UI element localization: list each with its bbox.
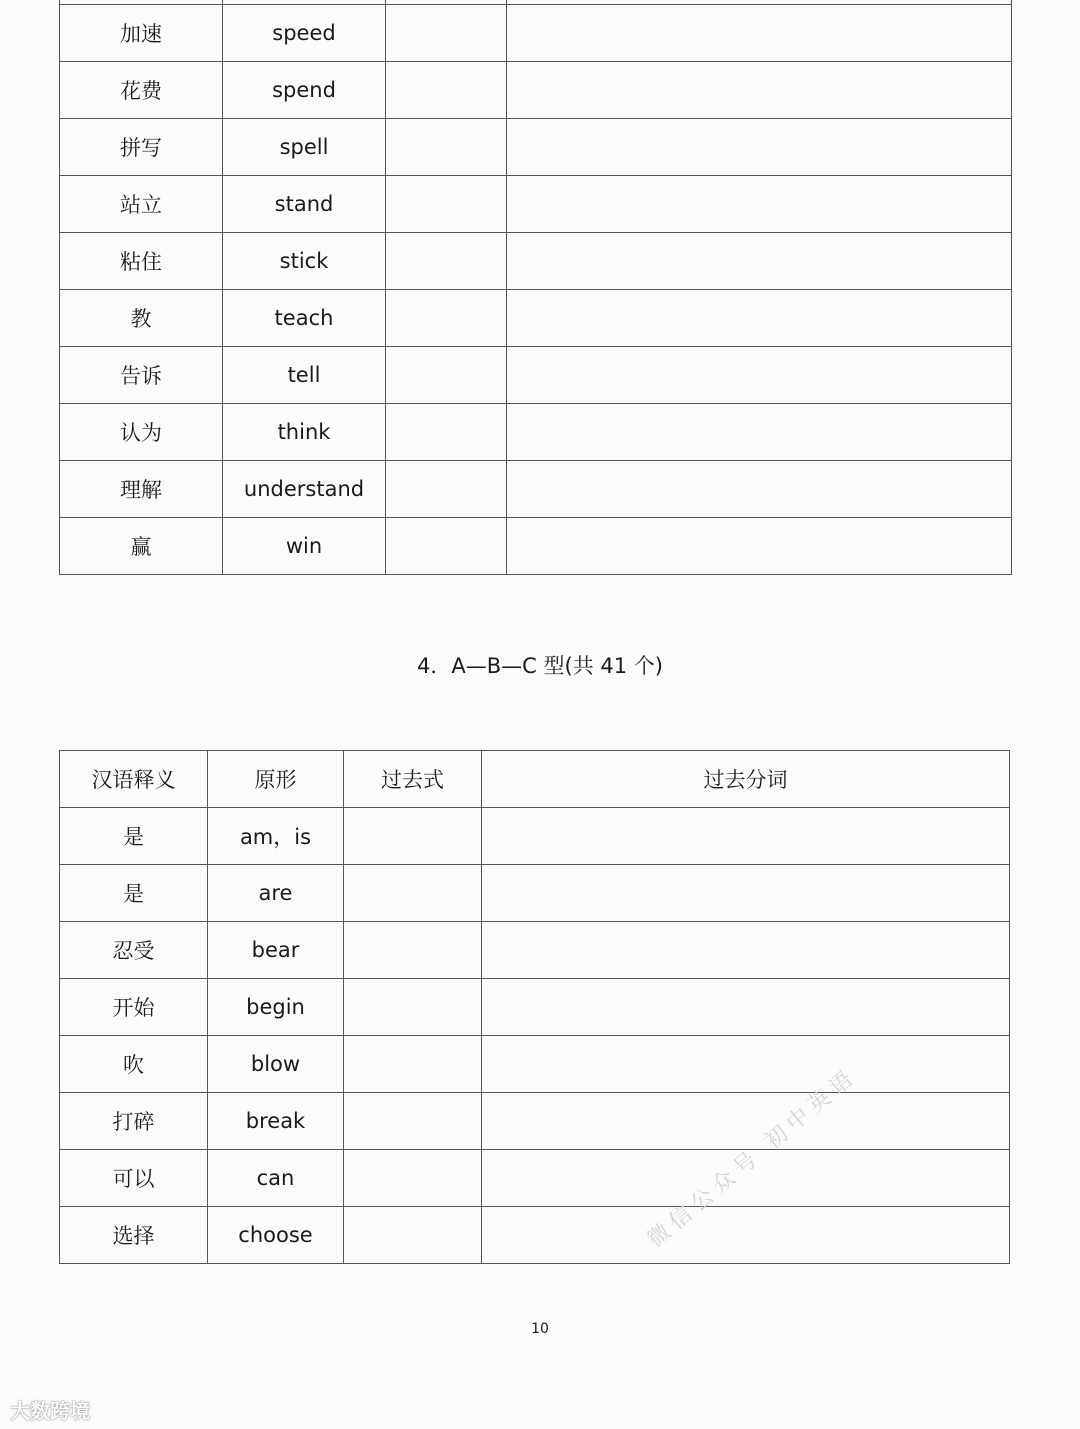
table-row — [60, 1207, 1010, 1264]
base-form-cell: speed — [223, 5, 386, 62]
watermark: 微信公众号 初中英语 — [643, 1063, 863, 1253]
past-participle-cell — [482, 922, 1010, 979]
past-tense-cell — [386, 5, 507, 62]
base-form-cell: choose — [208, 1207, 344, 1264]
base-form-cell: understand — [223, 461, 386, 518]
header-base-form: 原形 — [208, 751, 344, 808]
header-meaning: 汉语释义 — [60, 751, 208, 808]
past-tense-cell — [344, 865, 482, 922]
past-participle-cell — [482, 979, 1010, 1036]
meaning-cell: 是 — [60, 808, 208, 865]
logo: 大数跨境 — [10, 1399, 90, 1423]
past-tense-cell — [386, 290, 507, 347]
table-row — [60, 5, 1012, 62]
meaning-cell: 认为 — [60, 404, 223, 461]
past-participle-cell — [507, 461, 1012, 518]
verb-table-continued — [59, 0, 1012, 575]
table-row — [60, 1093, 1010, 1150]
meaning-cell: 赢 — [60, 518, 223, 575]
past-participle-cell — [507, 290, 1012, 347]
past-tense-cell — [344, 979, 482, 1036]
abc-verb-table — [59, 750, 1010, 1264]
meaning-cell: 忍受 — [60, 922, 208, 979]
table-row — [60, 62, 1012, 119]
table-row — [60, 233, 1012, 290]
table-row — [60, 1150, 1010, 1207]
table-row — [60, 518, 1012, 575]
base-form-cell: begin — [208, 979, 344, 1036]
meaning-cell: 理解 — [60, 461, 223, 518]
meaning-cell: 开始 — [60, 979, 208, 1036]
past-participle-cell — [482, 1207, 1010, 1264]
past-participle-cell — [507, 404, 1012, 461]
past-participle-cell — [507, 176, 1012, 233]
past-participle-cell — [482, 865, 1010, 922]
past-tense-cell — [386, 176, 507, 233]
past-participle-cell — [507, 518, 1012, 575]
meaning-cell: 可以 — [60, 1150, 208, 1207]
past-tense-cell — [344, 1036, 482, 1093]
past-tense-cell — [386, 119, 507, 176]
base-form-cell: stand — [223, 176, 386, 233]
base-form-cell: are — [208, 865, 344, 922]
meaning-cell: 选择 — [60, 1207, 208, 1264]
meaning-cell: 粘住 — [60, 233, 223, 290]
past-tense-cell — [344, 922, 482, 979]
meaning-cell: 站立 — [60, 176, 223, 233]
past-tense-cell — [386, 404, 507, 461]
table-row — [60, 347, 1012, 404]
base-form-cell: break — [208, 1093, 344, 1150]
table-header-row — [60, 751, 1010, 808]
past-tense-cell — [386, 518, 507, 575]
page-number: 10 — [531, 1321, 549, 1337]
base-form-cell: teach — [223, 290, 386, 347]
base-form-cell: can — [208, 1150, 344, 1207]
base-form-cell: blow — [208, 1036, 344, 1093]
past-tense-cell — [386, 233, 507, 290]
past-participle-cell — [482, 808, 1010, 865]
past-participle-cell — [507, 62, 1012, 119]
section-title: 4．A—B—C 型(共 41 个) — [417, 654, 663, 678]
table-row — [60, 290, 1012, 347]
table-row — [60, 922, 1010, 979]
base-form-cell: win — [223, 518, 386, 575]
meaning-cell: 花费 — [60, 62, 223, 119]
table-row — [60, 461, 1012, 518]
base-form-cell: tell — [223, 347, 386, 404]
meaning-cell: 吹 — [60, 1036, 208, 1093]
past-tense-cell — [386, 461, 507, 518]
table-row — [60, 808, 1010, 865]
base-form-cell: spell — [223, 119, 386, 176]
base-form-cell: stick — [223, 233, 386, 290]
past-participle-cell — [507, 347, 1012, 404]
past-participle-cell — [507, 233, 1012, 290]
table-row — [60, 1036, 1010, 1093]
past-tense-cell — [344, 1093, 482, 1150]
meaning-cell: 教 — [60, 290, 223, 347]
past-tense-cell — [344, 1207, 482, 1264]
base-form-cell: spend — [223, 62, 386, 119]
meaning-cell: 告诉 — [60, 347, 223, 404]
base-form-cell: think — [223, 404, 386, 461]
base-form-cell: bear — [208, 922, 344, 979]
table-row — [60, 176, 1012, 233]
table-row — [60, 979, 1010, 1036]
meaning-cell: 拼写 — [60, 119, 223, 176]
past-tense-cell — [344, 1150, 482, 1207]
header-past-tense: 过去式 — [344, 751, 482, 808]
meaning-cell: 是 — [60, 865, 208, 922]
table-row — [60, 865, 1010, 922]
table-row — [60, 119, 1012, 176]
meaning-cell: 打碎 — [60, 1093, 208, 1150]
past-participle-cell — [482, 1036, 1010, 1093]
past-participle-cell — [507, 5, 1012, 62]
table-row — [60, 404, 1012, 461]
meaning-cell: 加速 — [60, 5, 223, 62]
header-past-participle: 过去分词 — [482, 751, 1010, 808]
past-tense-cell — [344, 808, 482, 865]
past-tense-cell — [386, 347, 507, 404]
past-participle-cell — [507, 119, 1012, 176]
past-tense-cell — [386, 62, 507, 119]
base-form-cell: am，is — [208, 808, 344, 865]
